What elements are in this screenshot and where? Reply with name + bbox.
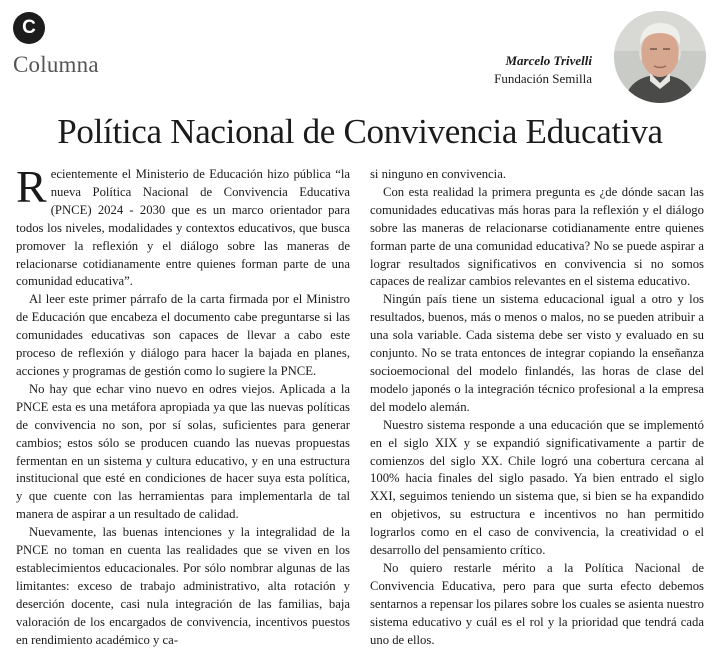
article-title: Política Nacional de Convivencia Educativa — [57, 112, 663, 151]
section-label: Columna — [13, 52, 99, 77]
paragraph: Al leer este primer párrafo de la carta firmada por el Ministro de Educación que encabeza el documento cabe preguntarse si las comunidades educativas son capaces de llevar a cabo este proceso de reflexión y diálogo para hacer la bajada en planes, acciones y programas de gestión como lo sugiere la PNCE. — [16, 292, 350, 378]
article-column-1 — [16, 161, 350, 649]
drop-cap: R — [16, 161, 47, 212]
article-column-2 — [370, 166, 704, 649]
author-portrait-image — [614, 11, 706, 103]
author-photo — [614, 11, 706, 103]
paragraph: Nuevamente, las buenas intenciones y la integralidad de la PNCE no toman en cuenta las realidades que se viven en los establecimientos educacionales. Por sólo nombrar algunas de las limitantes: exceso de trabajo administrativo, alta rotación y deserción docente, casi nula integración de las familias, baja valoración de los encargados de convivencia, incentivos puestos en rendimiento académico y ca- — [16, 525, 350, 647]
section-badge: C — [13, 12, 45, 44]
paragraph: Nuestro sistema responde a una educación que se implementó en el siglo XIX y se expandió significativamente a partir de comienzos del siglo XX. Chile logró una cobertura cercana al 100% hacia finales del siglo pasado. Ya bien entrado el siglo XXI, seguimos teniendo un sistema que, si bien se ha expandido en objetivos, su estructura e incentivos no han permitido lograrlos como en el caso de convivencia, la creatividad o el desarrollo del pensamiento crítico. — [370, 417, 704, 558]
paragraph: No hay que echar vino nuevo en odres viejos. Aplicada a la PNCE esta es una metáfora apropiada ya que las nuevas políticas de convivencia no son, por sí solas, suficientes para generar cambios; estos sólo se producen cuando las nuevas propuestas fermentan en un sistema y cultura educativo, y en una estructura institucional que esté en condiciones de hacer suya esta política, y que cuente con las herramientas para implementarla de tal manera de aspirar a un resultado de calidad. — [16, 381, 350, 522]
author-name: Marcelo Trivelli — [505, 53, 592, 68]
paragraph: Ningún país tiene un sistema educacional igual a otro y los resultados, buenos, más o menos o malos, no se pueden atribuir a una sola variable. Cada sistema debe ser visto y evaluado en su conjunto. No se trata entonces de integrar copiando la enseñanza socioemocional del modelo finlandés, las horas de clase del modelo japonés o la integración técnico profesional a la empresa del modelo alemán. — [370, 292, 704, 414]
author-block — [494, 52, 592, 88]
paragraph: si ninguno en convivencia. — [370, 167, 507, 181]
paragraph: Con esta realidad la primera pregunta es ¿de dónde sacan las comunidades educativas más horas para la reflexión y el diálogo sobre las maneras de relacionarse cotidianamente entre quienes forman parte de una comunidad educativa? No se puede aspirar a lograr resultados significativos en convivencia si no somos capaces de realizar cambios relevantes en el sistema educativo. — [370, 184, 704, 289]
author-org: Fundación Semilla — [494, 71, 592, 86]
paragraph: Recientemente el Ministerio de Educación hizo pública “la nueva Política Nacional de Convivencia Educativa (PNCE) 2024 - 2030 que es un marco orientador para todos los niveles, modalidades y contextos educativos, que busca promover la reflexión y el diálogo sobre las maneras de relacionarse cotidianamente entre quienes forman parte de una comunidad educativa”. — [16, 161, 350, 289]
paragraph: No quiero restarle mérito a la Política Nacional de Convivencia Educativa, pero para que surta efecto debemos sentarnos a repensar los pilares sobre los cuales se asienta nuestro sistema educativo y cuál es el rol y la prioridad que tendrá cada uno de ellos. — [370, 560, 704, 647]
